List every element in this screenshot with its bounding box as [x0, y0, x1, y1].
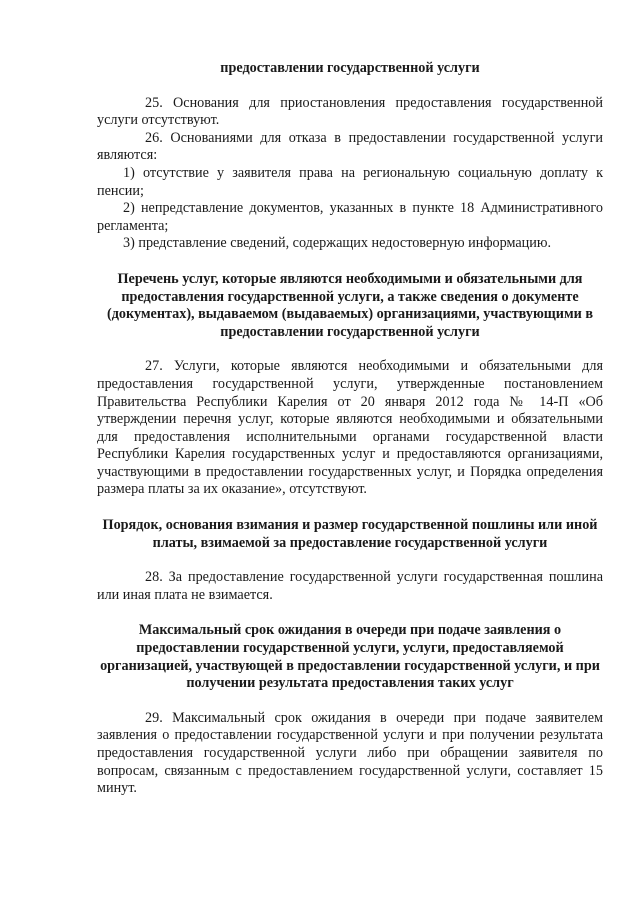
section-heading-wait-time: Максимальный срок ожидания в очереди при подаче заявления о предоставлении государственной услуги, услуги, предоставляемой организацией, участвующей в предоставлении государственной услуги, и при получении результата предоставления таких услуг [100, 622, 600, 692]
paragraph-27: 27. Услуги, которые являются необходимыми и обязательными для предоставления государственной услуги, утвержденные постановлением Правительства Республики Карелия от 20 января 2012 года № 14-П «Об утверждении перечня услуг, которые являются необходимыми и обязательными для предоставления исполнительными органами государственной власти Республики Карелия государственных услуг и предоставляются организациями, участвующими в предоставлении государственных услуг, и Порядка определения размера платы за их оказание», отсутствуют. [97, 358, 603, 498]
paragraph-29: 29. Максимальный срок ожидания в очереди при подаче заявителем заявления о предоставлении государственной услуги и при получении результата предоставления государственной услуги либо при обращении заявителя по вопросам, связанным с предоставлением государственной услуги, составляет 15 минут. [97, 709, 603, 797]
paragraph-26-item-1: 1) отсутствие у заявителя права на региональную социальную доплату к пенсии; [97, 164, 603, 199]
paragraph-26: 26. Основаниями для отказа в предоставлении государственной услуги являются: [97, 129, 603, 164]
paragraph-26-item-3: 3) представление сведений, содержащих недостоверную информацию. [123, 235, 551, 252]
document-page [97, 60, 603, 798]
section-heading-services: Перечень услуг, которые являются необходимыми и обязательными для предоставления государственной услуги, а также сведения о документе (документах), выдаваемом (выдаваемых) организациями, участвующими в предоставлении государственной услуги [106, 270, 593, 340]
paragraph-28: 28. За предоставление государственной услуги государственная пошлина или иная плата не взимается. [97, 569, 603, 603]
section-heading-continued: предоставлении государственной услуги [220, 60, 480, 76]
paragraph-25: 25. Основания для приостановления предоставления государственной услуги отсутствуют. [97, 94, 603, 129]
section-heading-fee: Порядок, основания взимания и размер государственной пошлины или иной платы, взимаемой за предоставление государственной услуги [102, 517, 598, 551]
paragraph-26-item-2: 2) непредставление документов, указанных в пункте 18 Административного регламента; [97, 200, 603, 234]
